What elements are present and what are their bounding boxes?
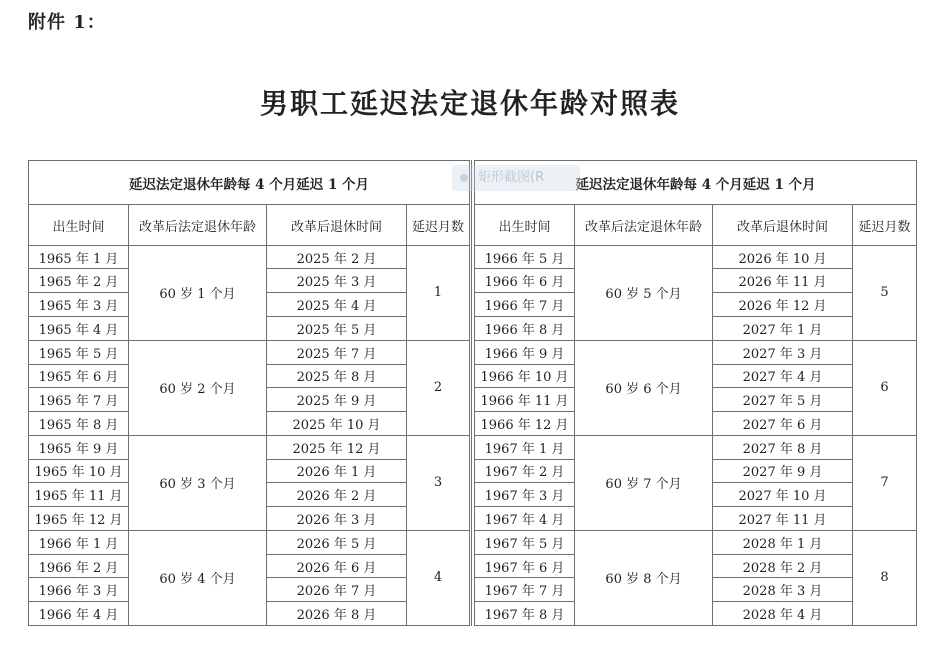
birth-time-cell: 1966 年 8 月 (475, 317, 575, 341)
retirement-time-cell: 2026 年 1 月 (267, 459, 407, 483)
birth-time-cell: 1966 年 6 月 (475, 269, 575, 293)
retirement-time-cell: 2027 年 5 月 (713, 388, 853, 412)
retirement-time-cell: 2025 年 2 月 (267, 245, 407, 269)
column-header-row (29, 205, 471, 245)
retirement-time-cell: 2026 年 5 月 (267, 530, 407, 554)
retirement-age-cell: 60 岁 1 个月 (129, 245, 267, 340)
retirement-time-cell: 2027 年 8 月 (713, 435, 853, 459)
birth-time-cell: 1966 年 1 月 (29, 530, 129, 554)
retirement-time-cell: 2026 年 2 月 (267, 483, 407, 507)
retirement-time-cell: 2025 年 10 月 (267, 412, 407, 436)
birth-time-cell: 1967 年 5 月 (475, 530, 575, 554)
birth-time-cell: 1967 年 4 月 (475, 507, 575, 531)
birth-time-header: 出生时间 (29, 205, 129, 245)
delay-months-header: 延迟月数 (407, 205, 471, 245)
retirement-time-cell: 2025 年 8 月 (267, 364, 407, 388)
retirement-time-cell: 2027 年 11 月 (713, 507, 853, 531)
retirement-time-cell: 2026 年 7 月 (267, 578, 407, 602)
reform-retirement-age-header: 改革后法定退休年龄 (129, 205, 267, 245)
delay-months-cell: 2 (407, 340, 471, 435)
attachment-label: 附件 1： (28, 12, 106, 33)
delay-months-cell: 4 (407, 530, 471, 625)
table-right (474, 160, 917, 626)
screenshot-tool-watermark (452, 165, 580, 191)
birth-time-cell: 1966 年 11 月 (475, 388, 575, 412)
birth-time-cell: 1967 年 8 月 (475, 602, 575, 626)
birth-time-cell: 1965 年 6 月 (29, 364, 129, 388)
birth-time-cell: 1965 年 11 月 (29, 483, 129, 507)
delay-months-cell: 1 (407, 245, 471, 340)
circle-icon (460, 174, 468, 182)
birth-time-cell: 1966 年 12 月 (475, 412, 575, 436)
retirement-time-cell: 2025 年 9 月 (267, 388, 407, 412)
birth-time-cell: 1966 年 2 月 (29, 554, 129, 578)
delay-months-cell: 6 (853, 340, 917, 435)
retirement-time-cell: 2026 年 6 月 (267, 554, 407, 578)
retirement-time-cell: 2025 年 12 月 (267, 435, 407, 459)
retirement-time-cell: 2025 年 5 月 (267, 317, 407, 341)
birth-time-cell: 1965 年 9 月 (29, 435, 129, 459)
birth-time-cell: 1965 年 1 月 (29, 245, 129, 269)
birth-time-cell: 1965 年 8 月 (29, 412, 129, 436)
retirement-time-cell: 2025 年 3 月 (267, 269, 407, 293)
birth-time-cell: 1966 年 3 月 (29, 578, 129, 602)
birth-time-cell: 1966 年 4 月 (29, 602, 129, 626)
retirement-age-cell: 60 岁 2 个月 (129, 340, 267, 435)
birth-time-cell: 1965 年 5 月 (29, 340, 129, 364)
birth-time-cell: 1967 年 1 月 (475, 435, 575, 459)
birth-time-cell: 1966 年 9 月 (475, 340, 575, 364)
retirement-time-cell: 2028 年 4 月 (713, 602, 853, 626)
birth-time-cell: 1967 年 3 月 (475, 483, 575, 507)
reform-retirement-time-header: 改革后退休时间 (713, 205, 853, 245)
table-row (475, 245, 917, 269)
table-row (475, 530, 917, 554)
retirement-age-cell: 60 岁 6 个月 (575, 340, 713, 435)
retirement-time-cell: 2025 年 4 月 (267, 293, 407, 317)
retirement-time-cell: 2027 年 10 月 (713, 483, 853, 507)
delay-months-cell: 3 (407, 435, 471, 530)
table-left (28, 160, 472, 626)
reform-retirement-age-header: 改革后法定退休年龄 (575, 205, 713, 245)
retirement-time-cell: 2027 年 1 月 (713, 317, 853, 341)
retirement-time-cell: 2028 年 3 月 (713, 578, 853, 602)
retirement-time-cell: 2026 年 8 月 (267, 602, 407, 626)
retirement-age-cell: 60 岁 3 个月 (129, 435, 267, 530)
birth-time-cell: 1967 年 6 月 (475, 554, 575, 578)
retirement-time-cell: 2025 年 7 月 (267, 340, 407, 364)
retirement-time-cell: 2027 年 9 月 (713, 459, 853, 483)
birth-time-cell: 1965 年 12 月 (29, 507, 129, 531)
delay-months-cell: 7 (853, 435, 917, 530)
birth-time-cell: 1967 年 7 月 (475, 578, 575, 602)
retirement-time-cell: 2026 年 12 月 (713, 293, 853, 317)
page-title: 男职工延迟法定退休年龄对照表 (259, 87, 680, 120)
retirement-age-cell: 60 岁 5 个月 (575, 245, 713, 340)
birth-time-cell: 1967 年 2 月 (475, 459, 575, 483)
table-heading: 延迟法定退休年龄每 4 个月延迟 1 个月 (475, 161, 917, 205)
birth-time-cell: 1966 年 5 月 (475, 245, 575, 269)
table-heading: 延迟法定退休年龄每 4 个月延迟 1 个月 (29, 161, 471, 205)
birth-time-cell: 1965 年 3 月 (29, 293, 129, 317)
birth-time-cell: 1965 年 10 月 (29, 459, 129, 483)
retirement-time-cell: 2026 年 11 月 (713, 269, 853, 293)
retirement-age-cell: 60 岁 8 个月 (575, 530, 713, 625)
retirement-time-cell: 2028 年 2 月 (713, 554, 853, 578)
delay-months-header: 延迟月数 (853, 205, 917, 245)
reform-retirement-time-header: 改革后退休时间 (267, 205, 407, 245)
table-heading-row (29, 161, 471, 205)
table-row (475, 340, 917, 364)
retirement-time-cell: 2027 年 3 月 (713, 340, 853, 364)
watermark-text: 矩形截图(R (478, 170, 545, 185)
retirement-time-cell: 2027 年 6 月 (713, 412, 853, 436)
table-row (29, 530, 471, 554)
table-row (475, 435, 917, 459)
column-header-row (475, 205, 917, 245)
birth-time-header: 出生时间 (475, 205, 575, 245)
retirement-time-cell: 2026 年 3 月 (267, 507, 407, 531)
retirement-time-cell: 2027 年 4 月 (713, 364, 853, 388)
comparison-tables (28, 160, 914, 626)
table-row (29, 340, 471, 364)
birth-time-cell: 1965 年 2 月 (29, 269, 129, 293)
birth-time-cell: 1966 年 10 月 (475, 364, 575, 388)
delay-months-cell: 8 (853, 530, 917, 625)
retirement-time-cell: 2026 年 10 月 (713, 245, 853, 269)
table-row (29, 245, 471, 269)
birth-time-cell: 1965 年 7 月 (29, 388, 129, 412)
retirement-time-cell: 2028 年 1 月 (713, 530, 853, 554)
retirement-age-cell: 60 岁 7 个月 (575, 435, 713, 530)
delay-months-cell: 5 (853, 245, 917, 340)
birth-time-cell: 1965 年 4 月 (29, 317, 129, 341)
birth-time-cell: 1966 年 7 月 (475, 293, 575, 317)
retirement-age-cell: 60 岁 4 个月 (129, 530, 267, 625)
table-row (29, 435, 471, 459)
